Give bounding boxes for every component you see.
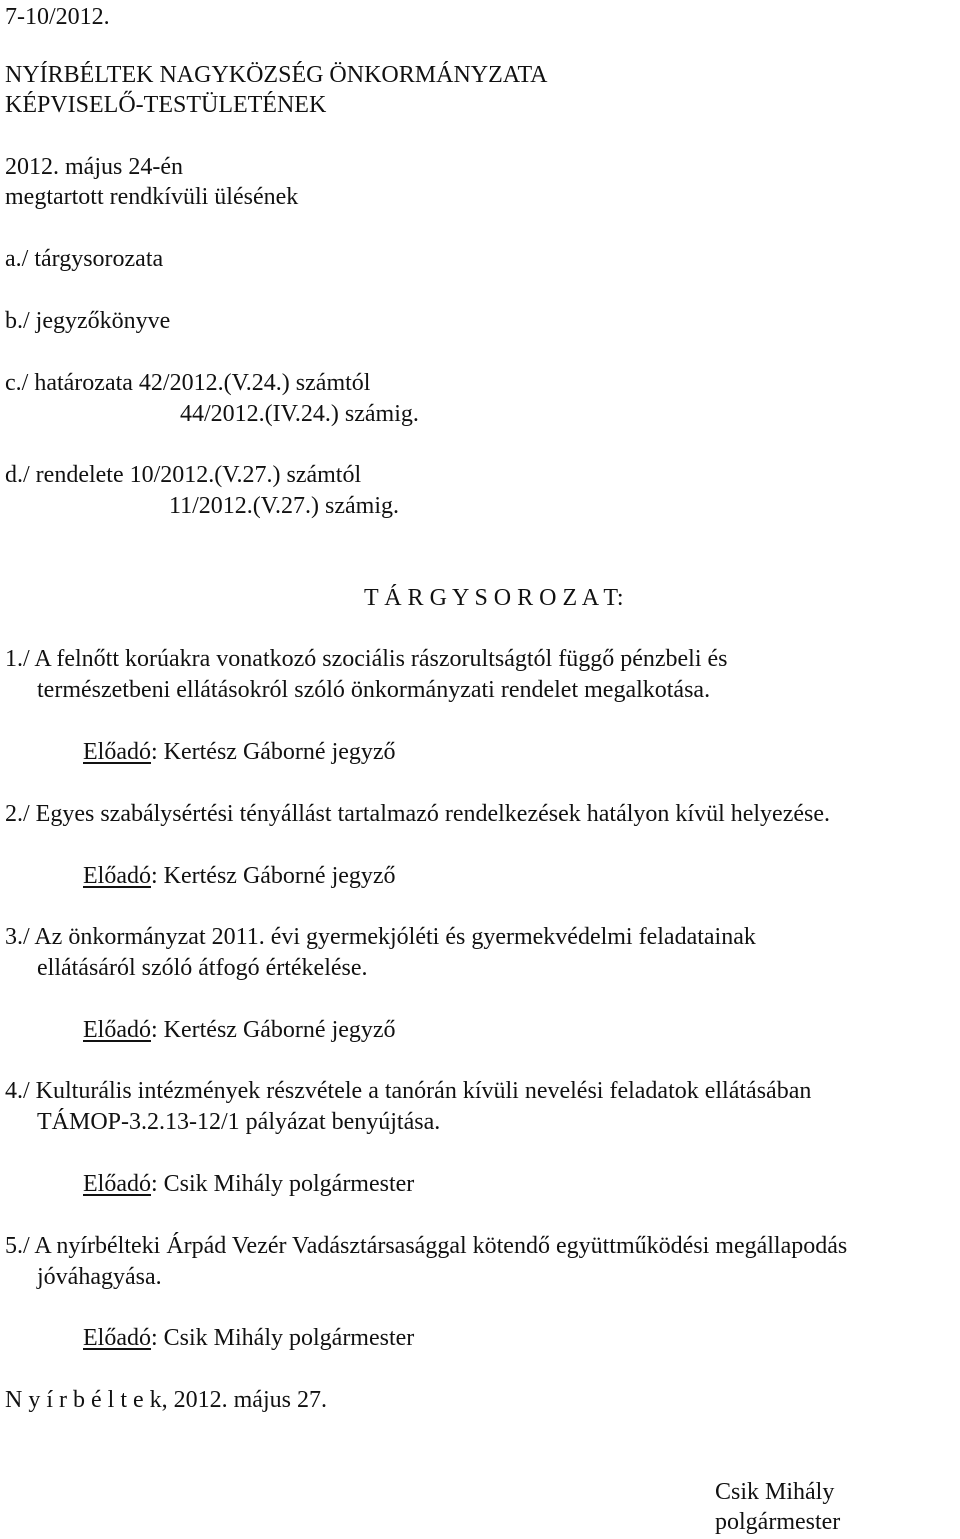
place-and-date: N y í r b é l t e k, 2012. május 27. — [5, 1387, 327, 1413]
agenda-item-3-text: / Az önkormányzat 2011. évi gyermekjóléti és gyermekvédelmi feladatainak — [23, 924, 756, 950]
agenda-item-5-presenter — [83, 1323, 414, 1353]
agenda-item-2-number: 2. — [5, 801, 23, 827]
contents-item-d: d./ rendelete 10/2012.(V.27.) számtól — [5, 462, 362, 488]
presenter-label: Előadó — [83, 1171, 151, 1197]
agenda-item-4-presenter — [83, 1169, 414, 1199]
signature-name: Csik Mihály — [715, 1479, 835, 1505]
agenda-item-3-text-cont: ellátásáról szóló átfogó értékelése. — [37, 955, 368, 981]
agenda-item-4 — [5, 1076, 811, 1106]
agenda-item-1-text-cont: természetbeni ellátásokról szóló önkormányzati rendelet megalkotása. — [37, 677, 711, 703]
agenda-item-5-text: / A nyírbélteki Árpád Vezér Vadásztársasággal kötendő együttműködési megállapodás — [23, 1233, 848, 1259]
presenter-name: : Kertész Gáborné jegyző — [150, 1017, 396, 1043]
agenda-item-4-text-cont: TÁMOP-3.2.13-12/1 pályázat benyújtása. — [37, 1109, 441, 1135]
agenda-item-5-number: 5. — [5, 1233, 23, 1259]
presenter-label: Előadó — [83, 739, 151, 765]
presenter-name: : Csik Mihály polgármester — [150, 1171, 415, 1197]
presenter-name: : Csik Mihály polgármester — [150, 1325, 415, 1351]
session-date: 2012. május 24-én — [5, 154, 183, 180]
agenda-item-4-text: / Kulturális intézmények részvétele a tanórán kívüli nevelési feladatok ellátásában — [23, 1078, 812, 1104]
presenter-label: Előadó — [83, 1325, 151, 1351]
agenda-item-1-number: 1. — [5, 646, 23, 672]
agenda-item-1-text: / A felnőtt korúakra vonatkozó szociális rászorultságtól függő pénzbeli és — [23, 646, 728, 672]
agenda-item-3-number: 3. — [5, 924, 23, 950]
presenter-name: : Kertész Gáborné jegyző — [150, 739, 396, 765]
presenter-label: Előadó — [83, 863, 151, 889]
contents-item-b: b./ jegyzőkönyve — [5, 308, 171, 334]
agenda-item-2-presenter — [83, 861, 396, 891]
contents-item-c: c./ határozata 42/2012.(V.24.) számtól — [5, 370, 371, 396]
agenda-item-1 — [5, 644, 727, 674]
header-title-line2: KÉPVISELŐ-TESTÜLETÉNEK — [5, 92, 327, 118]
presenter-label: Előadó — [83, 1017, 151, 1043]
agenda-item-4-number: 4. — [5, 1078, 23, 1104]
agenda-item-5 — [5, 1231, 847, 1261]
presenter-name: : Kertész Gáborné jegyző — [150, 863, 396, 889]
agenda-item-3 — [5, 922, 756, 952]
contents-item-d-cont: 11/2012.(V.27.) számig. — [169, 493, 399, 519]
agenda-item-1-presenter — [83, 737, 396, 767]
header-title-line1: NYÍRBÉLTEK NAGYKÖZSÉG ÖNKORMÁNYZATA — [5, 62, 548, 88]
signature-title: polgármester — [715, 1509, 841, 1535]
agenda-item-5-text-cont: jóváhagyása. — [37, 1264, 162, 1290]
contents-item-a: a./ tárgysorozata — [5, 246, 164, 272]
agenda-item-2-text: / Egyes szabálysértési tényállást tartalmazó rendelkezések hatályon kívül helyezése. — [23, 801, 830, 827]
agenda-title: T Á R G Y S O R O Z A T: — [364, 585, 624, 611]
agenda-item-3-presenter — [83, 1015, 396, 1045]
agenda-item-2 — [5, 799, 830, 829]
session-description: megtartott rendkívüli ülésének — [5, 184, 299, 210]
contents-item-c-cont: 44/2012.(IV.24.) számig. — [180, 401, 419, 427]
document-number: 7-10/2012. — [5, 4, 110, 30]
